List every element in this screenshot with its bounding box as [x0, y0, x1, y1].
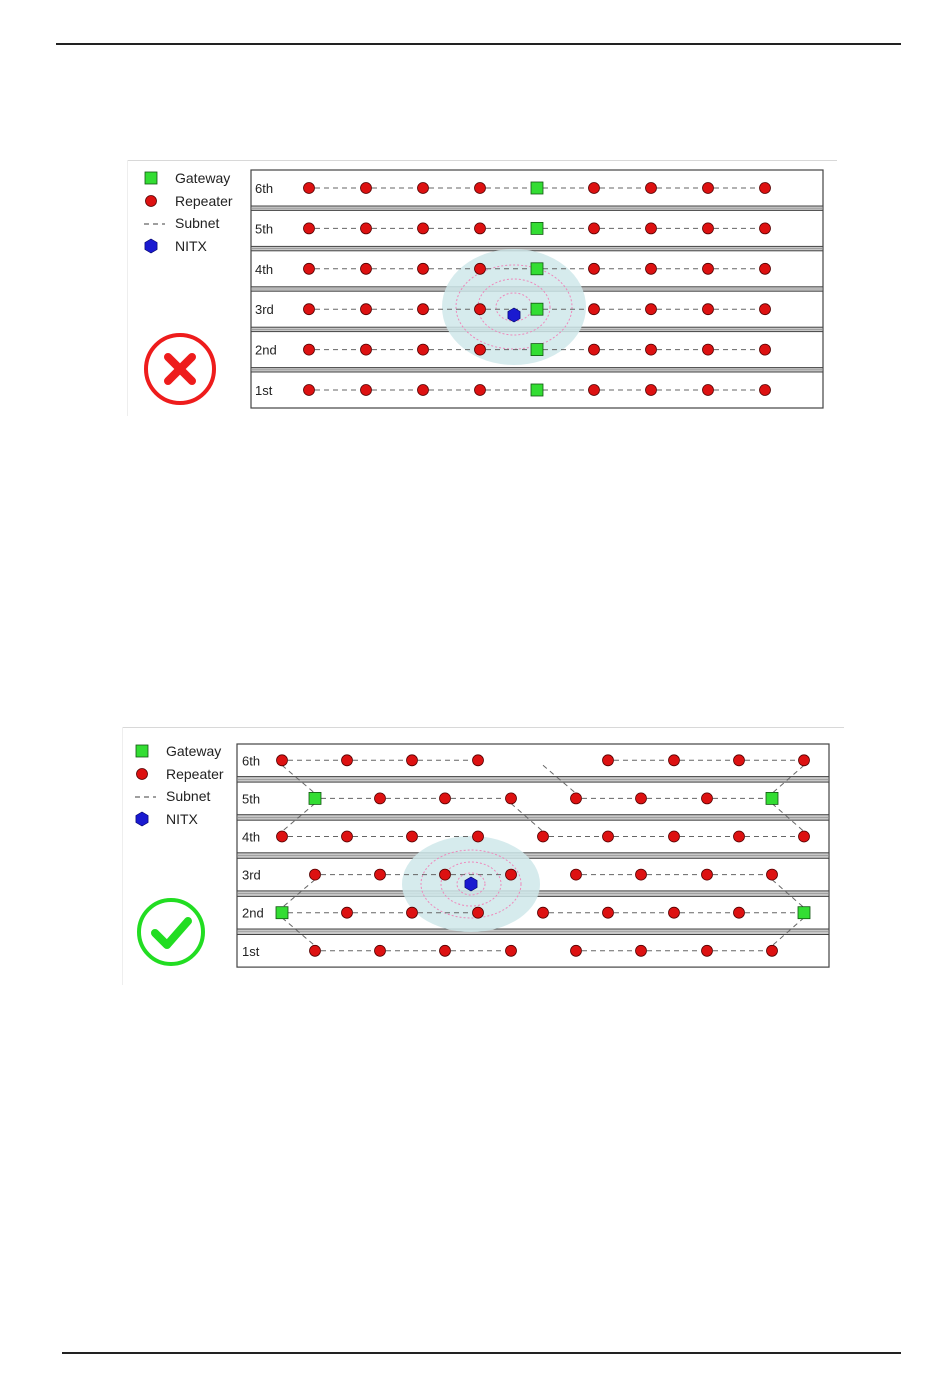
legend-gateway-label: Gateway	[175, 170, 231, 186]
repeater-node	[475, 344, 486, 355]
repeater-node	[475, 183, 486, 194]
repeater-node	[767, 869, 778, 880]
repeater-node	[375, 945, 386, 956]
repeater-node	[440, 945, 451, 956]
floor-label-6th: 6th	[242, 753, 261, 769]
gateway-node	[136, 745, 148, 757]
floor-label-4th: 4th	[255, 261, 274, 277]
repeater-node	[760, 183, 771, 194]
repeater-node	[506, 869, 517, 880]
floor-label-2nd: 2nd	[255, 342, 277, 358]
nitx-coverage	[442, 249, 586, 365]
repeater-node	[589, 304, 600, 315]
repeater-node	[473, 831, 484, 842]
repeater-node	[342, 755, 353, 766]
repeater-node	[703, 263, 714, 274]
repeater-node	[646, 263, 657, 274]
bottom-rule	[62, 1352, 901, 1354]
repeater-node	[506, 945, 517, 956]
floor-label-1st: 1st	[242, 943, 260, 959]
repeater-node	[571, 793, 582, 804]
repeater-node	[304, 223, 315, 234]
repeater-node	[277, 831, 288, 842]
repeater-node	[703, 183, 714, 194]
diagram-incorrect	[127, 160, 837, 416]
repeater-node	[506, 793, 517, 804]
repeater-node	[418, 304, 429, 315]
repeater-node	[703, 304, 714, 315]
floor-label-5th: 5th	[242, 791, 261, 807]
repeater-node	[304, 344, 315, 355]
repeater-node	[361, 183, 372, 194]
network-diagram-correct	[122, 727, 844, 985]
repeater-node	[361, 263, 372, 274]
repeater-node	[799, 831, 810, 842]
floor-label-1st: 1st	[255, 383, 273, 398]
legend-repeater-label: Repeater	[175, 193, 233, 209]
repeater-node	[571, 869, 582, 880]
repeater-node	[440, 793, 451, 804]
repeater-node	[418, 344, 429, 355]
repeater-node	[418, 223, 429, 234]
floor-label-2nd: 2nd	[242, 905, 264, 921]
repeater-node	[760, 304, 771, 315]
repeater-node	[342, 907, 353, 918]
repeater-node	[361, 304, 372, 315]
repeater-node	[636, 793, 647, 804]
repeater-node	[603, 755, 614, 766]
repeater-node	[473, 907, 484, 918]
legend	[144, 170, 233, 254]
repeater-node	[589, 263, 600, 274]
repeater-node	[277, 755, 288, 766]
legend-repeater-label: Repeater	[166, 766, 224, 782]
repeater-node	[407, 907, 418, 918]
repeater-node	[361, 385, 372, 396]
repeater-node	[760, 263, 771, 274]
repeater-node	[418, 385, 429, 396]
repeater-node	[636, 869, 647, 880]
repeater-node	[646, 304, 657, 315]
repeater-node	[603, 831, 614, 842]
repeater-node	[137, 769, 148, 780]
repeater-node	[760, 385, 771, 396]
repeater-node	[589, 344, 600, 355]
floor-label-5th: 5th	[255, 221, 274, 237]
repeater-node	[304, 304, 315, 315]
repeater-node	[589, 183, 600, 194]
repeater-node	[310, 945, 321, 956]
repeater-node	[407, 831, 418, 842]
coverage-area	[442, 249, 586, 365]
repeater-node	[702, 869, 713, 880]
gateway-node	[309, 792, 321, 804]
check-circle-ring	[139, 900, 203, 964]
repeater-node	[734, 831, 745, 842]
repeater-node	[703, 223, 714, 234]
diagram-correct	[122, 727, 844, 985]
gateway-node	[531, 303, 543, 315]
repeater-node	[418, 183, 429, 194]
repeater-node	[310, 869, 321, 880]
repeater-node	[475, 223, 486, 234]
repeater-node	[475, 304, 486, 315]
repeater-node	[304, 385, 315, 396]
floor-label-3rd: 3rd	[255, 302, 274, 318]
repeater-node	[571, 945, 582, 956]
repeater-node	[703, 344, 714, 355]
repeater-node	[146, 196, 157, 207]
repeater-node	[538, 907, 549, 918]
repeater-node	[603, 907, 614, 918]
repeater-node	[342, 831, 353, 842]
repeater-node	[407, 755, 418, 766]
repeater-node	[304, 263, 315, 274]
x-circle-icon	[146, 335, 214, 403]
repeater-node	[669, 755, 680, 766]
repeater-node	[669, 907, 680, 918]
repeater-node	[760, 344, 771, 355]
nitx-node	[145, 239, 157, 253]
repeater-node	[589, 385, 600, 396]
repeater-node	[361, 223, 372, 234]
gateway-node	[531, 344, 543, 356]
legend-nitx-label: NITX	[175, 238, 207, 254]
repeater-node	[375, 793, 386, 804]
gateway-node	[531, 384, 543, 396]
repeater-node	[760, 223, 771, 234]
repeater-node	[473, 755, 484, 766]
repeater-node	[669, 831, 680, 842]
repeater-node	[538, 831, 549, 842]
repeater-node	[475, 385, 486, 396]
gateway-node	[531, 182, 543, 194]
repeater-node	[304, 183, 315, 194]
network-diagram-incorrect	[127, 160, 837, 416]
floor-label-3rd: 3rd	[242, 867, 261, 883]
floor-label-4th: 4th	[242, 829, 261, 845]
repeater-node	[646, 223, 657, 234]
gateway-node	[145, 172, 157, 184]
gateway-node	[531, 263, 543, 275]
gateway-node	[798, 907, 810, 919]
repeater-node	[767, 945, 778, 956]
repeater-node	[440, 869, 451, 880]
gateway-node	[276, 907, 288, 919]
repeater-node	[361, 344, 372, 355]
repeater-node	[646, 183, 657, 194]
legend-subnet-label: Subnet	[175, 215, 220, 231]
legend-nitx-label: NITX	[166, 811, 198, 827]
check-circle-icon	[139, 900, 203, 964]
repeater-node	[589, 223, 600, 234]
repeater-node	[646, 385, 657, 396]
top-rule	[56, 43, 901, 45]
repeater-node	[799, 755, 810, 766]
repeater-node	[475, 263, 486, 274]
nitx-node	[136, 812, 148, 826]
repeater-node	[734, 907, 745, 918]
building	[237, 744, 829, 967]
floor-label-6th: 6th	[255, 181, 274, 196]
legend-subnet-label: Subnet	[166, 788, 211, 804]
repeater-node	[702, 793, 713, 804]
gateway-node	[766, 792, 778, 804]
legend	[135, 743, 224, 827]
repeater-node	[646, 344, 657, 355]
gateway-node	[531, 222, 543, 234]
repeater-node	[636, 945, 647, 956]
repeater-node	[734, 755, 745, 766]
repeater-node	[703, 385, 714, 396]
repeater-node	[418, 263, 429, 274]
legend-gateway-label: Gateway	[166, 743, 222, 759]
repeater-node	[375, 869, 386, 880]
repeater-node	[702, 945, 713, 956]
